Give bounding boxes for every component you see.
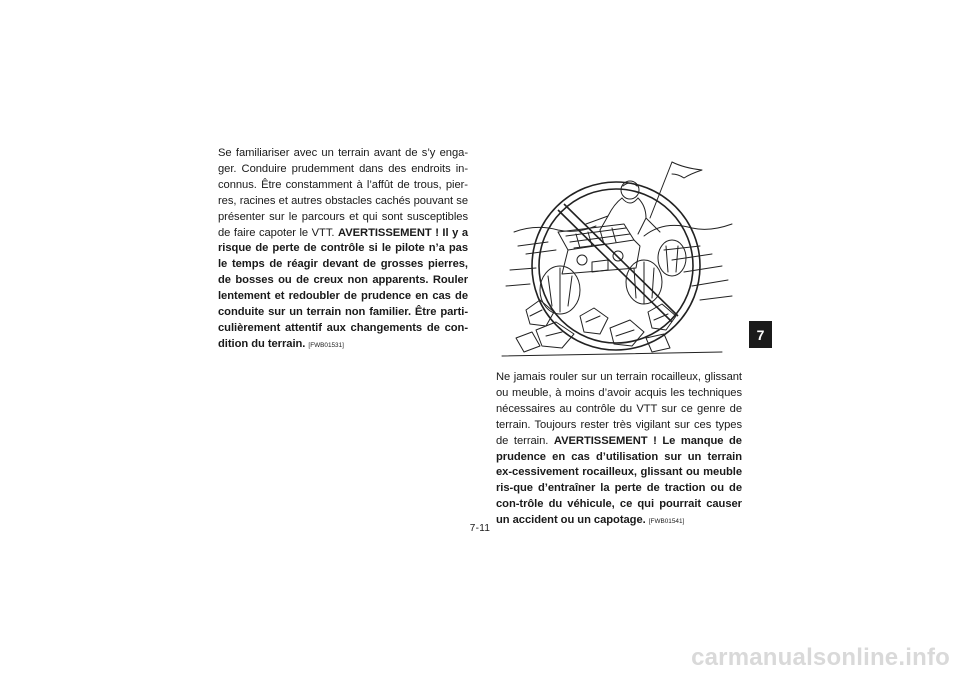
atv-wheel bbox=[658, 240, 686, 276]
right-paragraph-text: Ne jamais rouler sur un terrain rocailleux, glissant ou meuble, à moins d’avoir acquis les techniques nécessaires au contrôle du VTT sur ce genre de terrain. Toujours rester très vigilant sur ces types de terrain. bbox=[496, 371, 742, 447]
left-reference-code: [FWB01531] bbox=[308, 341, 344, 349]
hill-line bbox=[518, 242, 556, 254]
watermark: carmanualsonline.info bbox=[691, 644, 950, 671]
right-reference-code: [FWB01541] bbox=[648, 518, 685, 526]
atv-rocky-terrain-prohibition-illustration bbox=[496, 150, 744, 362]
left-paragraph-text: Se familiariser avec un terrain avant de s’y enga-ger. Conduire prudemment dans des endroits in-connus. Être constamment à l’affût de trous, pier-res, racines et autres obstacles cachés pouvant se présenter sur le parcours et qui sont susceptibles de faire capoter le VTT. bbox=[218, 147, 468, 239]
ground-line bbox=[502, 352, 722, 356]
atv-headlight bbox=[577, 255, 587, 265]
right-paragraph bbox=[496, 370, 742, 530]
chapter-tab: 7 bbox=[749, 321, 772, 348]
flag bbox=[672, 162, 702, 178]
left-warning-text: AVERTISSEMENT ! Il y a risque de perte de contrôle si le pilote n’a pas le temps de réagir devant de grosses pierres, de bosses ou de creux non apparents. Rouler lentement et redoubler de prudence en cas de conduite sur un terrain non familier. Être parti-culièrement attentif aux changements de con-dition du terrain. bbox=[218, 226, 468, 350]
right-warning-text: AVERTISSEMENT ! Le manque de prudence en cas d’utilisation sur un terrain ex-cessivement rocailleux, glissant ou meuble ris-que d’entraîner la perte de traction ou de con-trôle du véhicule, ce qui pourrait causer un accident ou un capotage. bbox=[496, 434, 742, 527]
left-paragraph bbox=[218, 146, 468, 354]
page-number: 7-11 bbox=[469, 523, 491, 534]
rock bbox=[580, 308, 608, 334]
atv-front-rack bbox=[558, 224, 634, 250]
hill-line bbox=[644, 224, 732, 236]
rock bbox=[516, 332, 540, 352]
